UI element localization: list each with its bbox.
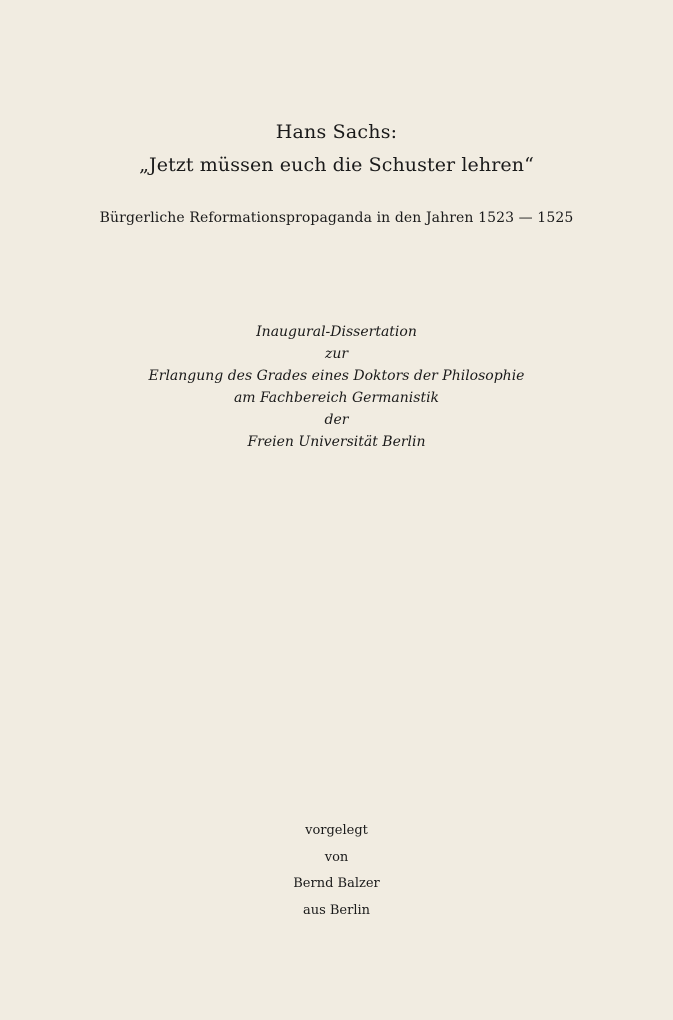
dissertation-line: Inaugural-Dissertation [256, 324, 417, 340]
dissertation-line: der [324, 412, 349, 428]
author-line: vorgelegt [305, 823, 368, 838]
subtitle: Bürgerliche Reformationspropaganda in den Jahren 1523 — 1525 [99, 210, 574, 226]
dissertation-line: Erlangung des Grades eines Doktors der Philosophie [148, 368, 525, 384]
dissertation-line: zur [324, 346, 349, 362]
dissertation-statement [0, 321, 673, 453]
author-origin: aus Berlin [302, 902, 371, 918]
author-line: von [324, 849, 349, 865]
main-title-line-2: „Jetzt müssen euch die Schuster lehren“ [139, 154, 534, 176]
dissertation-line: Freien Universität Berlin [247, 434, 426, 450]
author-statement [0, 818, 673, 924]
main-title-line-1: Hans Sachs: [275, 121, 398, 143]
dissertation-line: am Fachbereich Germanistik [233, 390, 440, 406]
author-name: Bernd Balzer [293, 876, 380, 891]
